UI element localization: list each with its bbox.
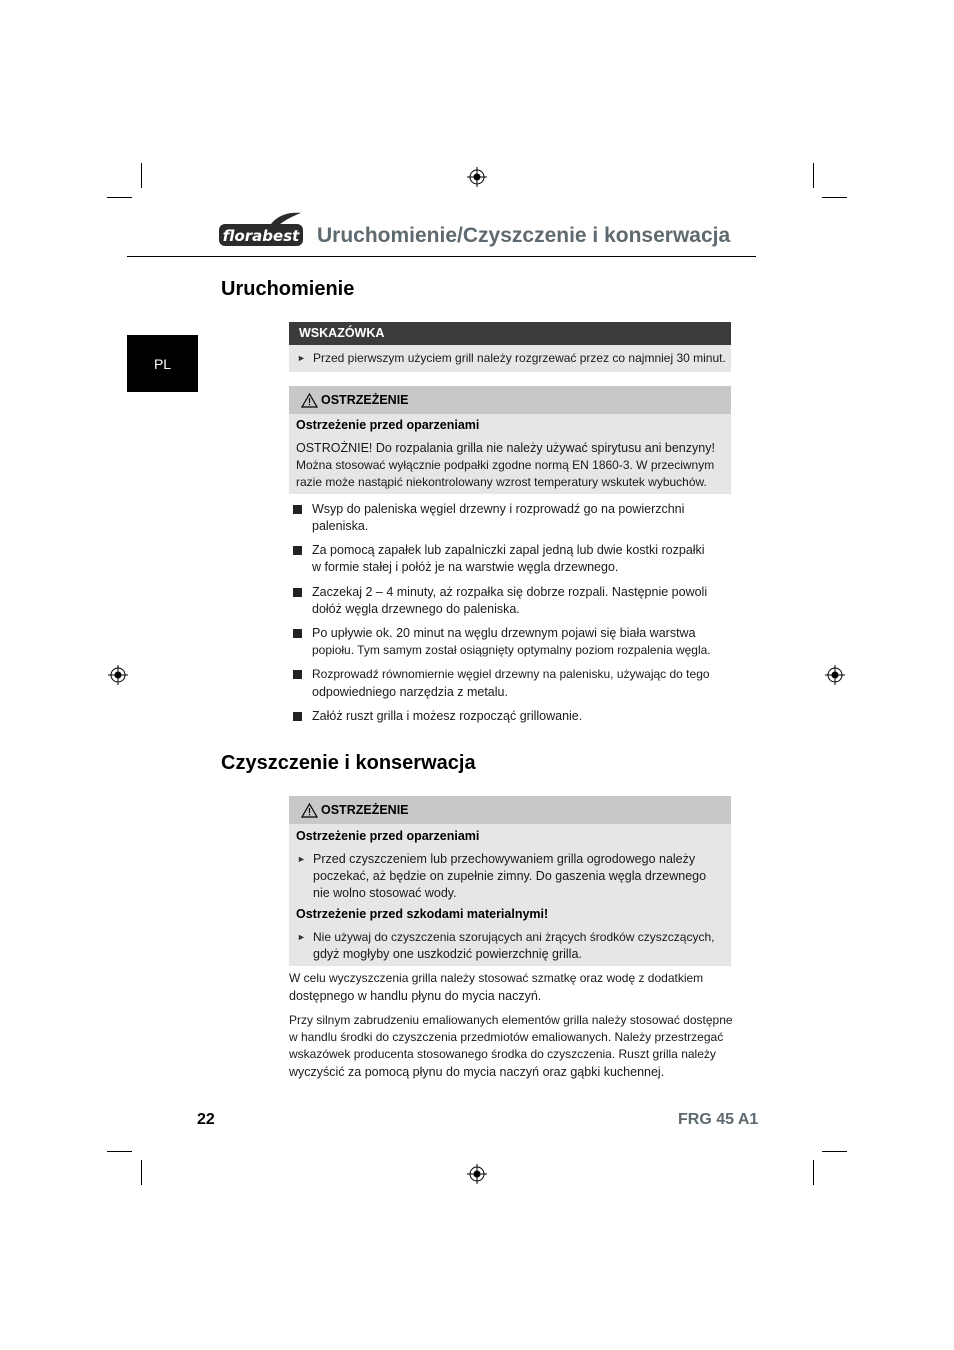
step-line: w formie stałej i połóż je na warstwie węgla drzewnego.: [312, 560, 619, 574]
step-line: popiołu. Tym samym został osiągnięty optymalny poziom rozpalenia węgla.: [312, 643, 711, 657]
warning-subtitle: Ostrzeżenie przed oparzeniami: [296, 829, 480, 843]
warning-line: OSTROŻNIE! Do rozpalania grilla nie należy używać spirytusu ani benzyny!: [296, 441, 715, 455]
warning-subtitle: Ostrzeżenie przed szkodami materialnymi!: [296, 907, 549, 921]
step-line: Załóż ruszt grilla i możesz rozpocząć grillowanie.: [312, 709, 583, 723]
note-header: [289, 322, 731, 345]
warning-item-line: poczekać, aż będzie on zupełnie zimny. Do gaszenia węgla drzewnego: [313, 869, 707, 883]
step-line: paleniska.: [312, 519, 369, 533]
language-tab: [127, 335, 198, 392]
note-text: Przed pierwszym użyciem grill należy rozgrzewać przez co najmniej 30 minut.: [313, 351, 726, 365]
square-bullet-icon: [293, 505, 302, 514]
warning-item-line: Nie używaj do czyszczenia szorujących ani żrących środków czyszczących,: [313, 930, 715, 944]
warning-item-line: nie wolno stosować wody.: [313, 886, 457, 900]
arrow-bullet-icon: ►: [297, 353, 306, 363]
warning-triangle-icon: [301, 393, 318, 408]
step-line: Wsyp do paleniska węgiel drzewny i rozprowadź go na powierzchni: [312, 502, 685, 516]
crop-mark: [107, 1151, 132, 1152]
arrow-bullet-icon: ►: [297, 854, 306, 864]
registration-mark-icon: [467, 1164, 487, 1184]
page-header-title: Uruchomienie/Czyszczenie i konserwacja: [317, 224, 731, 247]
step-line: Zaczekaj 2 – 4 minuty, aż rozpałka się dobrze rozpali. Następnie powoli: [312, 585, 708, 599]
page-number: 22: [197, 1111, 215, 1128]
square-bullet-icon: [293, 546, 302, 555]
step-line: Rozprowadź równomiernie węgiel drzewny na palenisku, używając do tego: [312, 667, 710, 681]
crop-mark: [813, 1160, 814, 1185]
paragraph-line: wskazówek producenta stosowanego środka do czyszczenia. Ruszt grilla należy: [289, 1047, 716, 1061]
section-title-czyszczenie: Czyszczenie i konserwacja: [221, 752, 476, 774]
warning-header: [289, 386, 731, 414]
warning-subtitle: Ostrzeżenie przed oparzeniami: [296, 418, 480, 432]
model-number: FRG 45 A1: [678, 1111, 759, 1128]
square-bullet-icon: [293, 629, 302, 638]
warning-triangle-icon: [301, 803, 318, 818]
crop-mark: [107, 197, 132, 198]
step-line: Po upływie ok. 20 minut na węglu drzewnym pojawi się biała warstwa: [312, 626, 696, 640]
square-bullet-icon: [293, 670, 302, 679]
crop-mark: [141, 1160, 142, 1185]
paragraph-line: w handlu środki do czyszczenia przedmiotów emaliowanych. Należy przestrzegać: [289, 1030, 724, 1044]
paragraph-line: wyczyścić za pomocą płynu do mycia naczyń oraz gąbki kuchennej.: [289, 1065, 665, 1079]
warning-item-line: Przed czyszczeniem lub przechowywaniem grilla ogrodowego należy: [313, 852, 696, 866]
registration-mark-icon: [467, 167, 487, 187]
warning-item-line: gdyż mogłyby one uszkodzić powierzchnię grilla.: [313, 947, 582, 961]
crop-mark: [813, 163, 814, 188]
crop-mark: [822, 197, 847, 198]
section-title-uruchomienie: Uruchomienie: [221, 278, 355, 300]
step-line: dołóż węgla drzewnego do paleniska.: [312, 602, 520, 616]
square-bullet-icon: [293, 588, 302, 597]
note-label: WSKAZÓWKA: [299, 326, 385, 340]
language-label: PL: [153, 355, 172, 372]
florabest-logo: [219, 212, 303, 248]
arrow-bullet-icon: ►: [297, 932, 306, 942]
crop-mark: [141, 163, 142, 188]
step-line: odpowiedniego narzędzia z metalu.: [312, 685, 508, 699]
paragraph-line: Przy silnym zabrudzeniu emaliowanych elementów grilla należy stosować dostępne: [289, 1013, 733, 1027]
registration-mark-icon: [108, 665, 128, 685]
brand-text: florabest: [222, 227, 300, 245]
warning-line: razie może nastąpić niekontrolowany wzrost temperatury wskutek wybuchów.: [296, 475, 707, 489]
warning-header: [289, 796, 731, 824]
square-bullet-icon: [293, 712, 302, 721]
paragraph-line: W celu wyczyszczenia grilla należy stosować szmatkę oraz wodę z dodatkiem: [289, 971, 704, 985]
warning-label: OSTRZEŻENIE: [321, 393, 409, 407]
paragraph-line: dostępnego w handlu płynu do mycia naczyń.: [289, 989, 542, 1003]
header-divider: [127, 256, 756, 257]
step-line: Za pomocą zapałek lub zapalniczki zapal jedną lub dwie kostki rozpałki: [312, 543, 705, 557]
warning-label: OSTRZEŻENIE: [321, 803, 409, 817]
registration-mark-icon: [825, 665, 845, 685]
warning-line: Można stosować wyłącznie podpałki zgodne normą EN 1860-3. W przeciwnym: [296, 458, 715, 472]
crop-mark: [822, 1151, 847, 1152]
